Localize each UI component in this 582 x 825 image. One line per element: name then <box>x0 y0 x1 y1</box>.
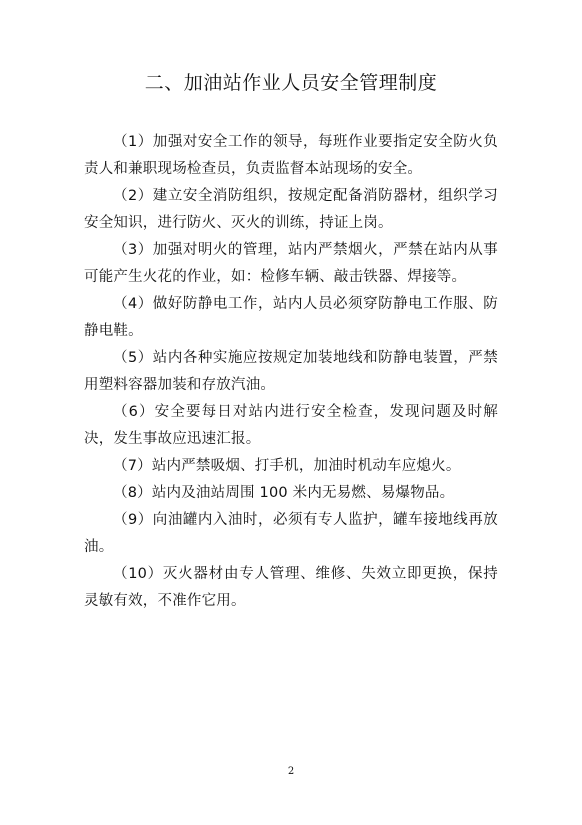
paragraph-7: （7）站内严禁吸烟、打手机，加油时机动车应熄火。 <box>113 458 461 474</box>
page-number: 2 <box>287 766 295 777</box>
paragraph-3: （3）加强对明火的管理，站内严禁烟火，严禁在站内从事可能产生火花的作业，如：检修车辆、敲击铁器、焊接等。 <box>84 242 498 285</box>
paragraph-9: （9）向油罐内入油时，必须有专人监护，罐车接地线再放油。 <box>84 512 498 555</box>
paragraph-8: （8）站内及油站周围 100 米内无易燃、易爆物品。 <box>113 485 455 501</box>
paragraph-6: （6）安全要每日对站内进行安全检查，发现问题及时解决，发生事故应迅速汇报。 <box>84 404 498 447</box>
document-title: 二、加油站作业人员安全管理制度 <box>144 72 438 94</box>
paragraph-2: （2）建立安全消防组织，按规定配备消防器材，组织学习安全知识，进行防火、灭火的训练，持证上岗。 <box>84 188 498 231</box>
paragraph-1: （1）加强对安全工作的领导，每班作业要指定安全防火负责人和兼职现场检查员，负责监督本站现场的安全。 <box>84 134 498 177</box>
paragraph-4: （4）做好防静电工作，站内人员必须穿防静电工作服、防静电鞋。 <box>84 296 498 339</box>
document-body <box>84 129 498 615</box>
paragraph-10: （10）灭火器材由专人管理、维修、失效立即更换，保持灵敏有效，不准作它用。 <box>84 566 498 609</box>
paragraph-5: （5）站内各种实施应按规定加装地线和防静电装置，严禁用塑料容器加装和存放汽油。 <box>84 350 498 393</box>
